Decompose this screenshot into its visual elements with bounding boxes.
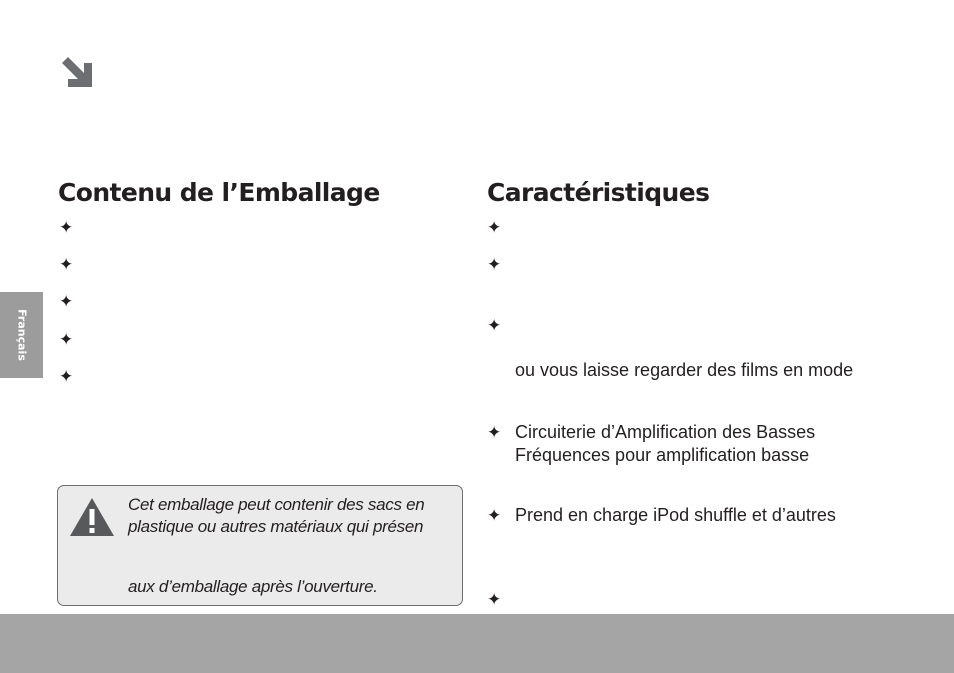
language-side-tab	[0, 292, 43, 378]
feature-text-line: Prend en charge iPod shuffle et d’autres	[515, 505, 836, 525]
bullet-star-icon: ✦	[59, 330, 74, 349]
warning-text-line: plastique ou autres matériaux qui présen	[128, 517, 424, 536]
bullet-star-icon: ✦	[59, 218, 74, 237]
warning-text-line: Cet emballage peut contenir des sacs en	[128, 495, 425, 514]
language-tab-label: Français	[15, 309, 28, 361]
feature-text-line: Circuiterie d’Amplification des Basses	[515, 422, 816, 442]
bullet-star-icon: ✦	[487, 590, 502, 609]
bullet-star-icon: ✦	[487, 218, 502, 237]
footer-band	[0, 614, 954, 673]
bullet-star-icon: ✦	[59, 292, 74, 311]
bullet-star-icon: ✦	[59, 367, 74, 386]
feature-text-line: ou vous laisse regarder des films en mode	[515, 360, 854, 380]
bullet-star-icon: ✦	[59, 255, 74, 274]
bullet-star-icon: ✦	[487, 506, 502, 525]
warning-triangle-icon	[69, 496, 115, 538]
features-heading: Caractéristiques	[487, 178, 710, 207]
feature-text-line: Fréquences pour amplification basse	[515, 445, 810, 465]
warning-text-line: aux d’emballage après l’ouverture.	[128, 577, 378, 596]
bullet-star-icon: ✦	[487, 423, 502, 442]
diagonal-arrow-icon	[60, 55, 94, 89]
warning-box	[57, 485, 463, 606]
contents-heading: Contenu de l’Emballage	[58, 178, 380, 207]
bullet-star-icon: ✦	[487, 316, 502, 335]
bullet-star-icon: ✦	[487, 255, 502, 274]
